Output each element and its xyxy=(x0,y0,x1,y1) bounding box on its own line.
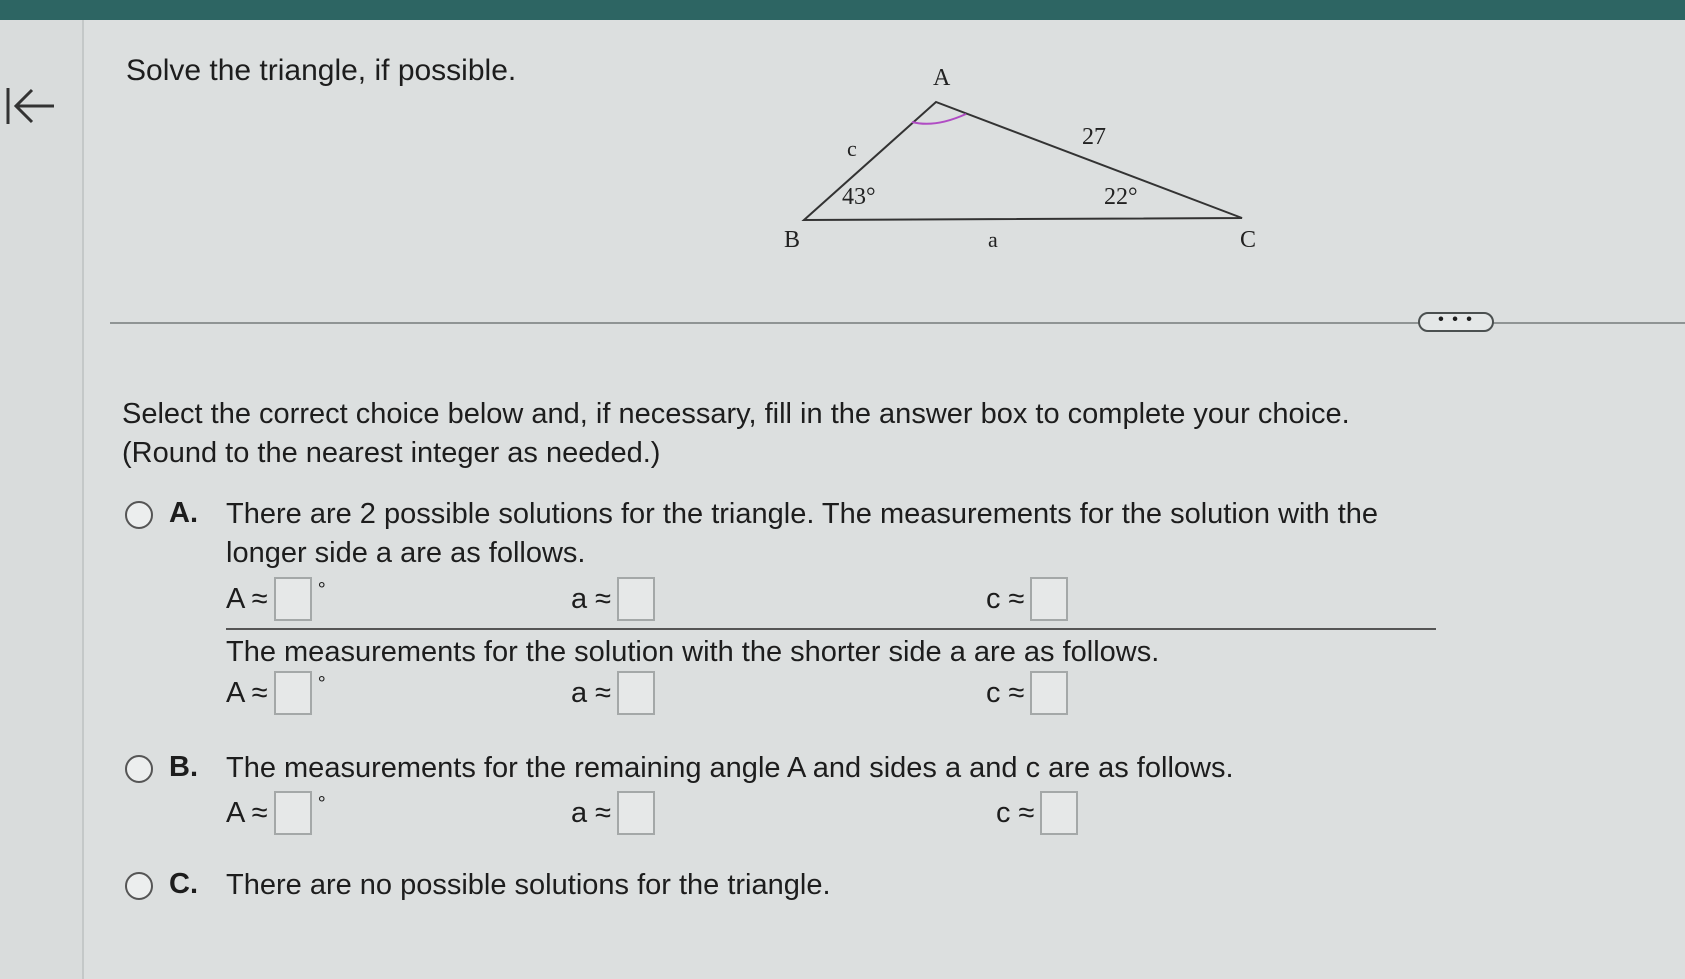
field-label-side-c: c ≈ xyxy=(986,582,1025,615)
top-bar xyxy=(0,0,1685,20)
left-panel xyxy=(0,20,84,979)
vertex-c-label: C xyxy=(1240,227,1257,253)
choice-a-subtext: The measurements for the solution with the shorter side a are as follows. xyxy=(226,636,1160,668)
answer-box-angle-a-b[interactable] xyxy=(274,791,312,835)
back-arrow-icon[interactable] xyxy=(4,82,60,130)
field-label-side-c: c ≈ xyxy=(996,796,1035,829)
choice-a-text: There are 2 possible solutions for the triangle. The measurements for the solution with the longer side a are as follows. xyxy=(226,498,1379,569)
field-side-a xyxy=(571,789,655,837)
field-angle-a xyxy=(226,575,326,623)
field-side-c xyxy=(986,669,1068,717)
field-side-c xyxy=(996,789,1078,837)
field-label-side-a: a ≈ xyxy=(571,676,612,709)
choice-a-label: A. xyxy=(169,497,198,529)
choice-c-radio[interactable] xyxy=(125,872,153,900)
field-angle-a xyxy=(226,669,326,717)
field-label-angle-a: A ≈ xyxy=(226,796,268,829)
field-side-a xyxy=(571,669,655,717)
instructions xyxy=(122,395,1350,473)
field-label-side-c: c ≈ xyxy=(986,676,1025,709)
degree-symbol: ° xyxy=(317,793,326,815)
vertex-b-label: B xyxy=(784,227,801,253)
instruction-line-2: (Round to the nearest integer as needed.) xyxy=(122,437,661,469)
choice-a-divider xyxy=(226,628,1436,630)
field-side-c xyxy=(986,575,1068,623)
answer-box-angle-a-longer[interactable] xyxy=(274,577,312,621)
instruction-line-1: Select the correct choice below and, if necessary, fill in the answer box to complete your choice. xyxy=(122,398,1350,430)
choice-b-radio[interactable] xyxy=(125,755,153,783)
vertex-a-label: A xyxy=(933,65,951,91)
field-label-side-a: a ≈ xyxy=(571,796,612,829)
triangle-figure xyxy=(780,56,1280,266)
angle-b-label: 43° xyxy=(842,184,876,210)
answer-box-side-c-longer[interactable] xyxy=(1030,577,1068,621)
choice-b-text: The measurements for the remaining angle A and sides a and c are as follows. xyxy=(226,752,1234,784)
answer-box-side-a-shorter[interactable] xyxy=(617,671,655,715)
choice-c-label: C. xyxy=(169,868,198,900)
field-angle-a xyxy=(226,789,326,837)
side-b-label: 27 xyxy=(1082,124,1106,150)
answer-box-side-c-b[interactable] xyxy=(1040,791,1078,835)
degree-symbol: ° xyxy=(317,673,326,695)
angle-c-label: 22° xyxy=(1104,184,1138,210)
field-label-side-a: a ≈ xyxy=(571,582,612,615)
degree-symbol: ° xyxy=(317,579,326,601)
field-label-angle-a: A ≈ xyxy=(226,582,268,615)
choice-a-longer-row xyxy=(226,575,1436,625)
field-side-a xyxy=(571,575,655,623)
field-label-angle-a: A ≈ xyxy=(226,676,268,709)
side-a-label: a xyxy=(988,227,998,252)
choice-c-text: There are no possible solutions for the triangle. xyxy=(226,869,831,901)
choice-b-label: B. xyxy=(169,751,198,783)
answer-box-side-a-longer[interactable] xyxy=(617,577,655,621)
answer-box-side-a-b[interactable] xyxy=(617,791,655,835)
answer-box-side-c-shorter[interactable] xyxy=(1030,671,1068,715)
question-text: Solve the triangle, if possible. xyxy=(126,54,517,87)
choice-b-row xyxy=(226,789,1436,839)
answer-box-angle-a-shorter[interactable] xyxy=(274,671,312,715)
more-options-button[interactable]: • • • xyxy=(1418,312,1494,332)
choice-a-radio[interactable] xyxy=(125,501,153,529)
side-c-label: c xyxy=(847,136,857,161)
choice-a-shorter-row xyxy=(226,669,1436,719)
